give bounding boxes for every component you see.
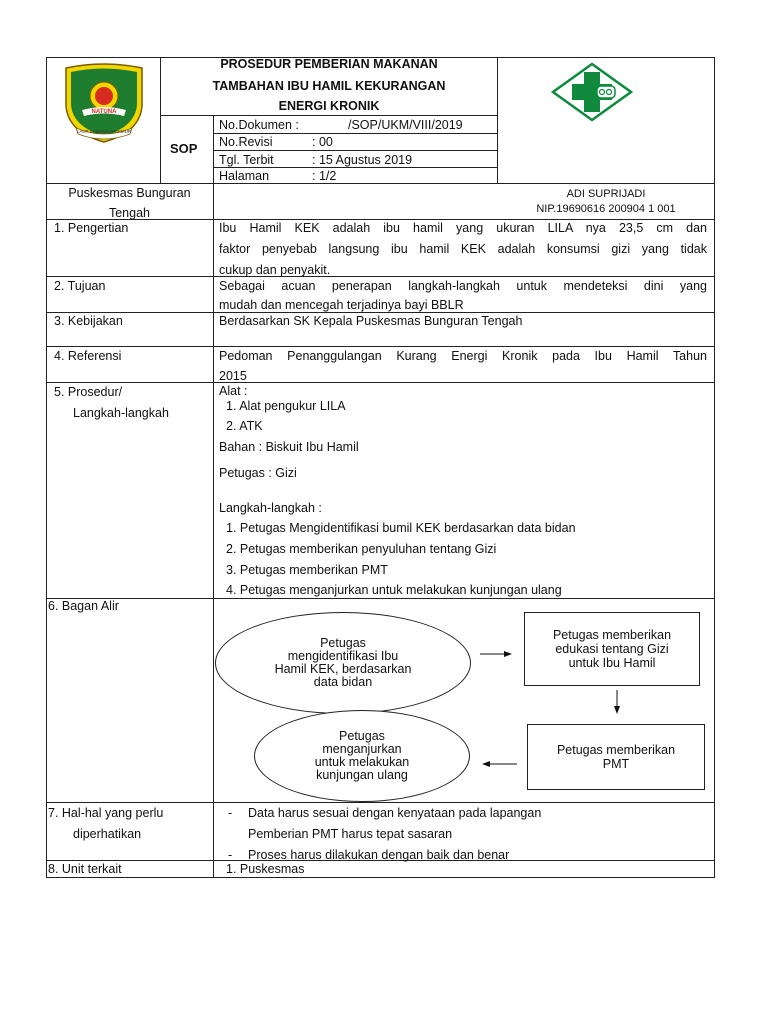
section-label-hal-1: 7. Hal-hal yang perlu — [48, 806, 164, 820]
alat-item: 1. Alat pengukur LILA — [226, 399, 346, 413]
hal-bullet: - — [228, 848, 233, 862]
kebijakan-text: Berdasarkan SK Kepala Puskesmas Bunguran Tengah — [219, 314, 523, 328]
alat-item: 2. ATK — [226, 419, 263, 433]
langkah-item: 4. Petugas menganjurkan untuk melakukan kunjungan ulang — [226, 583, 562, 597]
hal-bullet: - — [228, 806, 233, 820]
doc-number-value: /SOP/UKM/VIII/2019 — [348, 118, 463, 132]
flow-node-revisit — [254, 710, 470, 802]
sop-label: SOP — [170, 141, 198, 156]
hal-item-text: Pemberian PMT harus tepat sasaran — [248, 827, 453, 841]
logo-motto: LAUT SEMAKIN MAKMUR — [76, 129, 132, 134]
pengertian-line-1: Ibu Hamil KEK adalah ibu hamil yang ukuran LILA nya 23,5 cm dan — [219, 221, 707, 235]
issue-date-value: : 15 Agustus 2019 — [312, 153, 413, 167]
page-label: Halaman — [219, 169, 270, 183]
section-label-prosedur-2: Langkah-langkah — [73, 406, 169, 420]
flow-node-pmt — [527, 724, 705, 790]
langkah-label: Langkah-langkah : — [219, 501, 322, 515]
logo-text: NATUNA — [91, 109, 117, 115]
flow-node-text: edukasi tentang Gizi — [555, 642, 669, 656]
arrow-down-icon — [614, 690, 620, 714]
hal-item-text: Proses harus dilakukan dengan baik dan benar — [248, 848, 510, 862]
puskesmas-name-1: Puskesmas Bunguran — [68, 186, 191, 200]
hal-item-text: Data harus sesuai dengan kenyataan pada lapangan — [248, 806, 542, 820]
section-label-unit: 8. Unit terkait — [48, 862, 122, 876]
flow-node-text: Petugas memberikan — [552, 628, 672, 642]
pengertian-line-2: faktor penyebab langsung ibu hamil KEK adalah konsumsi gizi yang tidak — [219, 242, 707, 256]
health-cross-logo — [551, 62, 633, 122]
flow-node-text: Petugas — [320, 636, 366, 650]
unit-text: 1. Puskesmas — [226, 862, 305, 876]
tujuan-line-1: Sebagai acuan penerapan langkah-langkah untuk mendeteksi dini yang — [219, 279, 707, 293]
section-label-prosedur-1: 5. Prosedur/ — [54, 385, 123, 399]
langkah-item: 1. Petugas Mengidentifikasi bumil KEK berdasarkan data bidan — [226, 521, 576, 535]
revision-value: : 00 — [312, 135, 333, 149]
petugas-text: Petugas : Gizi — [219, 466, 297, 480]
issue-date-label: Tgl. Terbit — [219, 153, 274, 167]
flow-node-text: kunjungan ulang — [316, 768, 408, 782]
section-label-hal-2: diperhatikan — [73, 827, 142, 841]
signer-name: ADI SUPRIJADI — [566, 188, 646, 200]
flow-node-text: mengidentifikasi Ibu — [287, 649, 399, 663]
revision-label: No.Revisi — [219, 135, 273, 149]
referensi-line-2: 2015 — [219, 369, 247, 383]
section-label-bagan: 6. Bagan Alir — [48, 599, 119, 613]
section-label-kebijakan: 3. Kebijakan — [54, 314, 123, 328]
flow-node-text: data bidan — [313, 675, 373, 689]
title-line-3: ENERGI KRONIK — [278, 99, 380, 113]
flow-node-education — [524, 612, 700, 686]
page-value: : 1/2 — [312, 169, 337, 183]
flow-node-identify — [215, 612, 471, 714]
puskesmas-name-2: Tengah — [108, 206, 150, 220]
tujuan-line-2: mudah dan mencegah terjadinya bayi BBLR — [219, 298, 464, 312]
arrow-left-icon — [482, 761, 517, 767]
doc-number-label: No.Dokumen : — [219, 118, 299, 132]
flow-node-text: PMT — [602, 757, 630, 771]
flow-node-text: Hamil KEK, berdasarkan — [274, 662, 412, 676]
flow-node-text: untuk Ibu Hamil — [568, 656, 656, 670]
flow-node-text: untuk melakukan — [314, 755, 410, 769]
title-line-2: TAMBAHAN IBU HAMIL KEKURANGAN — [212, 79, 446, 93]
section-label-pengertian: 1. Pengertian — [54, 221, 129, 235]
flow-node-text: menganjurkan — [322, 742, 402, 756]
section-label-referensi: 4. Referensi — [54, 349, 122, 363]
regency-logo — [62, 62, 146, 146]
title-line-1: PROSEDUR PEMBERIAN MAKANAN — [220, 57, 438, 71]
flow-node-text: Petugas — [339, 729, 385, 743]
pengertian-line-3: cukup dan penyakit. — [219, 263, 331, 277]
signer-nip: NIP.19690616 200904 1 001 — [536, 203, 676, 215]
arrow-right-icon — [480, 651, 512, 657]
referensi-line-1: Pedoman Penanggulangan Kurang Energi Kronik pada Ibu Hamil Tahun — [219, 349, 707, 363]
bahan-text: Bahan : Biskuit Ibu Hamil — [219, 440, 359, 454]
section-label-tujuan: 2. Tujuan — [54, 279, 106, 293]
langkah-item: 3. Petugas memberikan PMT — [226, 563, 388, 577]
cross-icon — [551, 62, 633, 122]
langkah-item: 2. Petugas memberikan penyuluhan tentang Gizi — [226, 542, 497, 556]
alat-label: Alat : — [219, 384, 248, 398]
flow-node-text: Petugas memberikan — [556, 743, 676, 757]
